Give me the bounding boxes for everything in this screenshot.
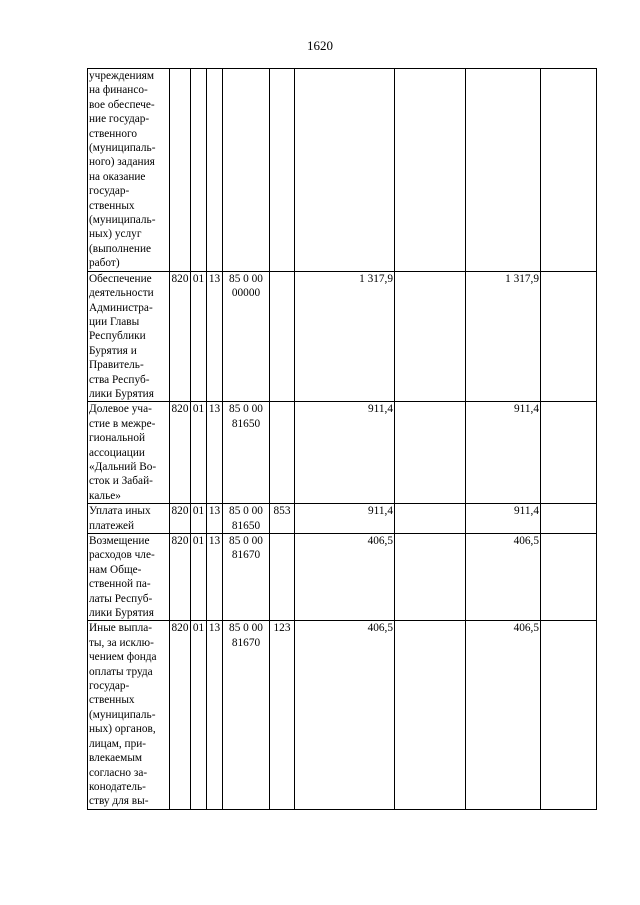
target-article-cell [223, 534, 270, 621]
cell-text-line: конодатель- [89, 780, 146, 793]
cell-text-line: (выполнение [89, 242, 152, 255]
cell-text-line: нам Обще- [89, 563, 142, 576]
ministry-code-cell [170, 69, 191, 272]
cell-text-line: (муниципаль- [89, 708, 156, 721]
ministry-code-cell: 820 [170, 271, 191, 402]
amount-column-8-cell [466, 69, 541, 272]
cell-text-line: деятельности [89, 287, 154, 300]
cell-text-line: ного) задания [89, 156, 155, 169]
total-amount-cell: 1 317,9 [295, 271, 395, 402]
cell-text-line: оплаты труда [89, 665, 153, 678]
cell-text-line: государ- [89, 680, 130, 693]
cell-text-line: ние государ- [89, 113, 150, 126]
subsection-code-cell: 13 [207, 534, 223, 621]
amount-column-7-cell [395, 621, 466, 809]
cell-text-line: 81670 [231, 636, 261, 649]
ministry-code-cell: 820 [170, 621, 191, 809]
row-name-cell [88, 504, 170, 534]
table-row [88, 621, 597, 809]
cell-text-line: ственной па- [89, 578, 151, 591]
cell-text-line: 00000 [231, 287, 261, 300]
page-number: 1620 [307, 38, 333, 53]
cell-text-line: государ- [89, 185, 130, 198]
section-code-cell: 01 [191, 621, 207, 809]
table-row [88, 402, 597, 504]
amount-column-8-cell: 1 317,9 [466, 271, 541, 402]
ministry-code-cell: 820 [170, 402, 191, 504]
cell-text-line: Долевое уча- [89, 403, 152, 416]
cell-text-line: Обеспечение [89, 272, 152, 285]
cell-text-line: 85 0 00 [229, 272, 263, 285]
cell-text-line: на финансо- [89, 84, 148, 97]
amount-column-7-cell [395, 504, 466, 534]
expense-type-cell: 123 [270, 621, 295, 809]
total-amount-cell: 406,5 [295, 621, 395, 809]
cell-text-line: лики Бурятия [89, 387, 154, 400]
expense-type-cell [270, 271, 295, 402]
cell-text-line: Уплата иных [89, 505, 151, 518]
cell-text-line: Бурятия и [89, 344, 137, 357]
cell-text-line: чением фонда [89, 651, 157, 664]
expense-type-cell [270, 402, 295, 504]
amount-column-8-cell: 911,4 [466, 504, 541, 534]
total-amount-cell: 406,5 [295, 534, 395, 621]
cell-text-line: латы Респуб- [89, 592, 153, 605]
table-row [88, 69, 597, 272]
target-article-cell [223, 504, 270, 534]
cell-text-line: стие в межре- [89, 417, 156, 430]
row-name-cell [88, 271, 170, 402]
cell-text-line: калье» [89, 489, 121, 502]
row-name-cell [88, 534, 170, 621]
cell-text-line: ных) услуг [89, 228, 142, 241]
target-article-cell [223, 69, 270, 272]
section-code-cell: 01 [191, 534, 207, 621]
cell-text-line: 85 0 00 [229, 535, 263, 547]
amount-column-9-cell [541, 69, 597, 272]
expense-type-cell [270, 534, 295, 621]
cell-text-line: ственных [89, 694, 135, 707]
section-code-cell [191, 69, 207, 272]
amount-column-9-cell [541, 504, 597, 534]
cell-text-line: лики Бурятия [89, 607, 154, 620]
section-code-cell: 01 [191, 504, 207, 534]
cell-text-line: платежей [89, 519, 135, 532]
amount-column-7-cell [395, 534, 466, 621]
row-name-cell [88, 621, 170, 809]
expense-type-cell: 853 [270, 504, 295, 534]
cell-text-line: 81650 [231, 417, 261, 430]
cell-text-line: гиональной [89, 432, 146, 445]
cell-text-line: ты, за исклю- [89, 636, 154, 649]
cell-text-line: сток и Забай- [89, 475, 153, 488]
amount-column-8-cell: 911,4 [466, 402, 541, 504]
subsection-code-cell: 13 [207, 402, 223, 504]
total-amount-cell: 911,4 [295, 402, 395, 504]
cell-text-line: ственного [89, 127, 137, 140]
total-amount-cell [295, 69, 395, 272]
section-code-cell: 01 [191, 271, 207, 402]
amount-column-8-cell: 406,5 [466, 621, 541, 809]
cell-text-line: ственных [89, 199, 135, 212]
cell-text-line: учреждениям [89, 70, 154, 82]
cell-text-line: лицам, при- [89, 737, 147, 750]
row-name-cell [88, 402, 170, 504]
subsection-code-cell [207, 69, 223, 272]
ministry-code-cell: 820 [170, 504, 191, 534]
cell-text-line: ства Респуб- [89, 373, 150, 386]
cell-text-line: Иные выпла- [89, 622, 153, 635]
amount-column-9-cell [541, 271, 597, 402]
cell-text-line: 85 0 00 [229, 622, 263, 635]
cell-text-line: согласно за- [89, 766, 148, 779]
row-name-cell [88, 69, 170, 272]
cell-text-line: вое обеспече- [89, 98, 155, 111]
cell-text-line: расходов чле- [89, 549, 155, 562]
expense-type-cell [270, 69, 295, 272]
cell-text-line: (муниципаль- [89, 214, 156, 227]
cell-text-line: «Дальний Во- [89, 460, 157, 473]
cell-text-line: ассоциации [89, 446, 145, 459]
amount-column-9-cell [541, 534, 597, 621]
amount-column-9-cell [541, 402, 597, 504]
cell-text-line: Правитель- [89, 359, 144, 372]
cell-text-line: Возмещение [89, 535, 150, 547]
amount-column-8-cell: 406,5 [466, 534, 541, 621]
table-body [88, 69, 597, 810]
cell-text-line: работ) [89, 257, 120, 270]
subsection-code-cell: 13 [207, 504, 223, 534]
cell-text-line: Республики [89, 330, 146, 343]
amount-column-7-cell [395, 69, 466, 272]
subsection-code-cell: 13 [207, 621, 223, 809]
amount-column-7-cell [395, 402, 466, 504]
cell-text-line: Администра- [89, 301, 153, 314]
budget-table [87, 68, 597, 810]
cell-text-line: 85 0 00 [229, 505, 263, 518]
cell-text-line: влекаемым [89, 752, 143, 765]
table-row [88, 271, 597, 402]
cell-text-line: ции Главы [89, 315, 140, 328]
table-row [88, 534, 597, 621]
amount-column-9-cell [541, 621, 597, 809]
target-article-cell [223, 621, 270, 809]
section-code-cell: 01 [191, 402, 207, 504]
table-row [88, 504, 597, 534]
cell-text-line: 81670 [231, 549, 261, 562]
cell-text-line: 81650 [231, 519, 261, 532]
total-amount-cell: 911,4 [295, 504, 395, 534]
target-article-cell [223, 271, 270, 402]
amount-column-7-cell [395, 271, 466, 402]
cell-text-line: 85 0 00 [229, 403, 263, 416]
cell-text-line: на оказание [89, 170, 146, 183]
subsection-code-cell: 13 [207, 271, 223, 402]
cell-text-line: ству для вы- [89, 795, 149, 808]
cell-text-line: (муниципаль- [89, 142, 156, 155]
cell-text-line: ных) органов, [89, 723, 156, 736]
target-article-cell [223, 402, 270, 504]
ministry-code-cell: 820 [170, 534, 191, 621]
